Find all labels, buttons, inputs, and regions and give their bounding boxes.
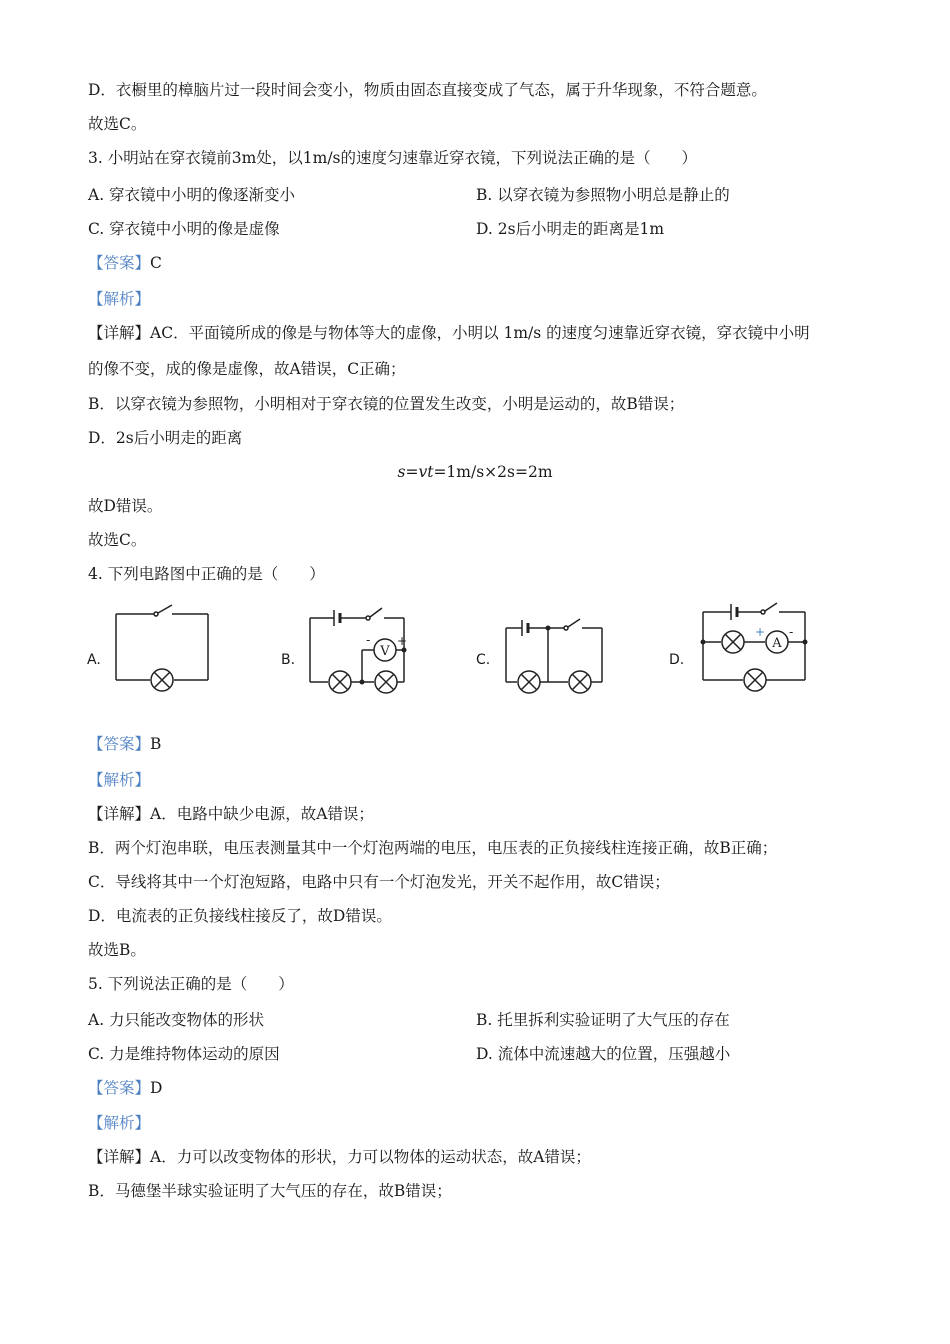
voltmeter-plus: +: [397, 634, 408, 648]
circuit-d-label: D.: [669, 652, 685, 668]
q5-detail-1: 【详解】A．力可以改变物体的形状，力可以物体的运动状态，故A错误；: [88, 1148, 591, 1166]
q4-detail-1: 【详解】A．电路中缺少电源，故A错误；: [88, 805, 374, 823]
answer-label: 【答案】: [88, 254, 151, 272]
q4-detail-2: B．两个灯泡串联，电压表测量其中一个灯泡两端的电压，电压表的正负接线柱连接正确，故B正确；: [88, 839, 778, 857]
q5-option-b: B. 托里拆利实验证明了大气压的存在: [476, 1011, 730, 1029]
q5-analysis-label: 【解析】: [88, 1114, 151, 1132]
q3-conclusion: 故选C。: [88, 531, 147, 549]
q4-conclusion: 故选B。: [88, 941, 146, 959]
q4-detail-3: C．导线将其中一个灯泡短路，电路中只有一个灯泡发光，开关不起作用，故C错误；: [88, 873, 670, 891]
q5-option-d: D. 流体中流速越大的位置，压强越小: [476, 1045, 731, 1063]
circuit-b-diagram: [300, 600, 420, 700]
voltmeter-symbol: V: [380, 644, 390, 659]
answer-label: 【答案】: [88, 735, 151, 753]
q5-option-c: C. 力是维持物体运动的原因: [88, 1045, 280, 1063]
ammeter-plus: +: [755, 625, 766, 639]
q3-option-c: C. 穿衣镜中小明的像是虚像: [88, 220, 280, 238]
circuit-b-label: B.: [281, 652, 296, 668]
q3-formula: s=vt=1m/s×2s=2m: [397, 463, 553, 481]
prev-line-d: D．衣橱里的樟脑片过一段时间会变小，物质由固态直接变成了气态，属于升华现象，不符合题意。: [88, 81, 767, 99]
answer-value: B: [150, 735, 162, 753]
voltmeter-minus: -: [366, 633, 371, 647]
q5-option-a: A. 力只能改变物体的形状: [88, 1011, 265, 1029]
detail-label: 【详解】: [88, 805, 151, 823]
q3-detail-1: 【详解】AC．平面镜所成的像是与物体等大的虚像，小明以 1m/s 的速度匀速靠近穿衣镜，穿衣镜中小明: [88, 324, 810, 342]
circuit-c-diagram: [500, 600, 610, 700]
q3-detail-3: B．以穿衣镜为参照物，小明相对于穿衣镜的位置发生改变，小明是运动的，故B错误；: [88, 395, 685, 413]
answer-label: 【答案】: [88, 1079, 151, 1097]
ammeter-minus: -: [789, 625, 794, 639]
q4-analysis-label: 【解析】: [88, 771, 151, 789]
q4-detail-4: D．电流表的正负接线柱接反了，故D错误。: [88, 907, 392, 925]
q3-option-a: A. 穿衣镜中小明的像逐渐变小: [88, 186, 296, 204]
q5-stem: 5. 下列说法正确的是（ ）: [88, 975, 294, 993]
q4-answer: [88, 734, 161, 754]
circuit-a-diagram: [110, 600, 220, 700]
answer-value: C: [150, 254, 162, 272]
q3-option-b: B. 以穿衣镜为参照物小明总是静止的: [476, 186, 730, 204]
q3-stem: 3. 小明站在穿衣镜前3m处，以1m/s的速度匀速靠近穿衣镜，下列说法正确的是（ ）: [88, 149, 698, 167]
ammeter-symbol: A: [772, 636, 782, 651]
detail-label: 【详解】: [88, 1148, 151, 1166]
circuit-c-label: C.: [476, 652, 491, 668]
q5-detail-2: B．马德堡半球实验证明了大气压的存在，故B错误；: [88, 1182, 452, 1200]
q5-answer: [88, 1078, 162, 1098]
circuit-d-diagram: [695, 600, 815, 700]
prev-conclusion: 故选C。: [88, 115, 147, 133]
circuit-a-label: A.: [87, 652, 101, 668]
q4-stem: 4. 下列电路图中正确的是（ ）: [88, 565, 325, 583]
q3-answer: [88, 253, 162, 273]
q3-detail-4: D．2s后小明走的距离: [88, 429, 243, 447]
q3-option-d: D. 2s后小明走的距离是1m: [476, 220, 665, 238]
q3-detail-2: 的像不变，成的像是虚像，故A错误，C正确；: [88, 360, 406, 378]
detail-label: 【详解】: [88, 324, 151, 342]
q3-detail-5: 故D错误。: [88, 497, 163, 515]
answer-value: D: [150, 1079, 163, 1097]
q3-analysis-label: 【解析】: [88, 290, 151, 308]
